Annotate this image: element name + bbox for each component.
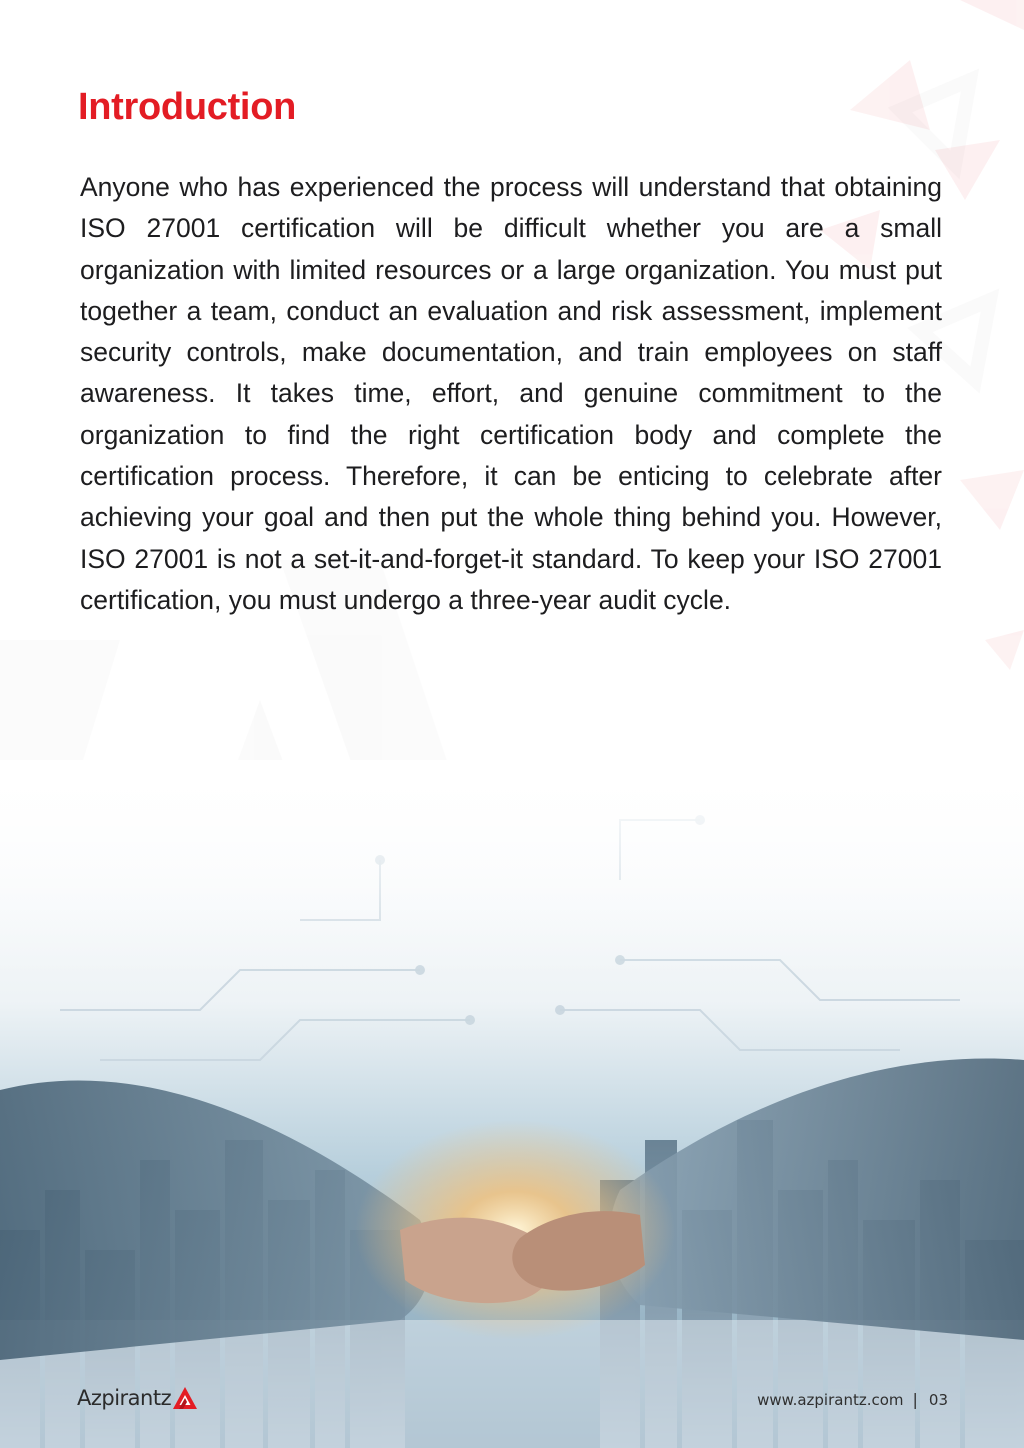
website-link[interactable]: www.azpirantz.com	[757, 1390, 904, 1409]
handshake-city-background	[0, 760, 1024, 1448]
brand-name: Azpirantz	[77, 1386, 172, 1410]
brand-logo	[77, 1386, 198, 1410]
page-number: 03	[928, 1390, 948, 1409]
azpirantz-triangle-logo-icon	[172, 1386, 198, 1410]
footer-separator: |	[912, 1390, 918, 1409]
page-title: Introduction	[78, 86, 297, 128]
introduction-paragraph: Anyone who has experienced the process will understand that obtaining ISO 27001 certification will be difficult whether you are a small organization with limited resources or a large organization. You must put together a team, conduct an evaluation and risk assessment, implement security controls, make documentation, and train employees on staff awareness. It takes time, effort, and genuine commitment to the organization to find the right certification body and complete the certification process. Therefore, it can be enticing to celebrate after achieving your goal and then put the whole thing behind you. However, ISO 27001 is not a set-it-and-forget-it standard. To keep your ISO 27001 certification, you must undergo a three-year audit cycle.	[80, 172, 942, 615]
footer-meta	[757, 1390, 948, 1409]
page-footer	[0, 1380, 1024, 1448]
